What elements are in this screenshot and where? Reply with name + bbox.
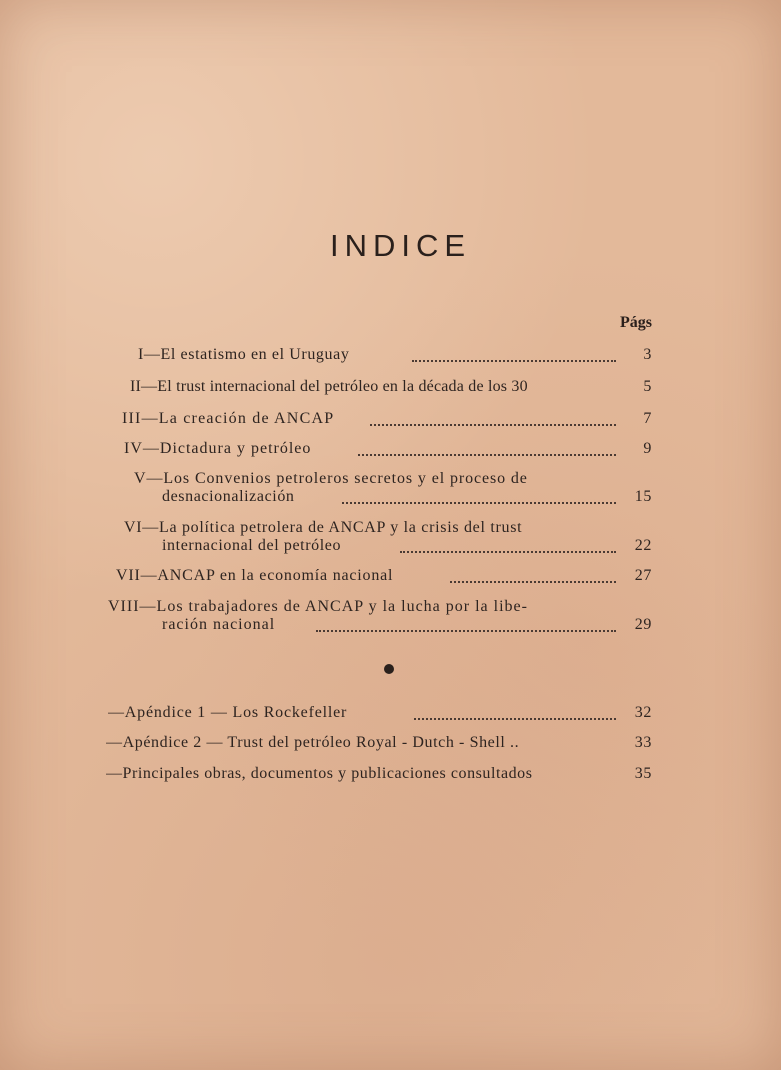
leader-dots bbox=[412, 346, 616, 362]
appendix-entry bbox=[0, 734, 781, 754]
appendix-entry bbox=[0, 704, 781, 724]
toc-entry-title: IV—Dictadura y petróleo bbox=[124, 440, 312, 457]
toc-entry bbox=[0, 440, 781, 460]
toc-entry bbox=[0, 598, 781, 638]
pages-column-header: Págs bbox=[620, 314, 652, 331]
toc-entry-title: VI—La política petrolera de ANCAP y la crisis del trust bbox=[124, 519, 523, 536]
leader-dots bbox=[316, 616, 616, 632]
leader-dots bbox=[370, 410, 616, 426]
toc-entry-page: 22 bbox=[634, 537, 652, 554]
toc-entry-title: V—Los Convenios petroleros secretos y el proceso de bbox=[134, 470, 528, 487]
toc-entry bbox=[0, 519, 781, 559]
appendix-title: —Principales obras, documentos y publicaciones consultados bbox=[106, 765, 533, 782]
section-bullet bbox=[384, 664, 394, 674]
toc-entry-title: VIII—Los trabajadores de ANCAP y la lucha por la libe- bbox=[108, 598, 528, 615]
leader-dots bbox=[414, 704, 616, 720]
appendix-title: —Apéndice 1 — Los Rockefeller bbox=[108, 704, 348, 721]
leader-dots bbox=[358, 440, 616, 456]
toc-entry-page: 15 bbox=[634, 488, 652, 505]
toc-entry-page: 5 bbox=[643, 378, 652, 395]
toc-entry-title-continued: ración nacional bbox=[162, 616, 276, 633]
toc-entry bbox=[0, 346, 781, 366]
toc-entry-title-continued: desnacionalización bbox=[162, 488, 295, 505]
appendix-page: 32 bbox=[634, 704, 652, 721]
toc-entry-title-continued: internacional del petróleo bbox=[162, 537, 342, 554]
toc-entry bbox=[0, 378, 781, 398]
page-title: INDICE bbox=[329, 228, 472, 263]
toc-entry-title: III—La creación de ANCAP bbox=[122, 410, 335, 427]
leader-dots bbox=[450, 567, 616, 583]
toc-entry-page: 29 bbox=[634, 616, 652, 633]
appendix-page: 35 bbox=[634, 765, 652, 782]
toc-entry-title: II—El trust internacional del petróleo en la década de los 30 bbox=[130, 378, 528, 395]
toc-entry-title: I—El estatismo en el Uruguay bbox=[138, 346, 350, 363]
appendix-title: —Apéndice 2 — Trust del petróleo Royal - Dutch - Shell .. bbox=[106, 734, 520, 751]
appendix-page: 33 bbox=[634, 734, 652, 751]
leader-dots bbox=[342, 488, 616, 504]
appendix-entry bbox=[0, 765, 781, 785]
leader-dots bbox=[400, 537, 616, 553]
toc-entry-page: 27 bbox=[634, 567, 652, 584]
toc-entry bbox=[0, 410, 781, 430]
toc-entry bbox=[0, 470, 781, 510]
toc-entry-title: VII—ANCAP en la economía nacional bbox=[116, 567, 394, 584]
toc-entry-page: 3 bbox=[643, 346, 652, 363]
toc-entry bbox=[0, 567, 781, 587]
toc-entry-page: 9 bbox=[643, 440, 652, 457]
toc-entry-page: 7 bbox=[643, 410, 652, 427]
